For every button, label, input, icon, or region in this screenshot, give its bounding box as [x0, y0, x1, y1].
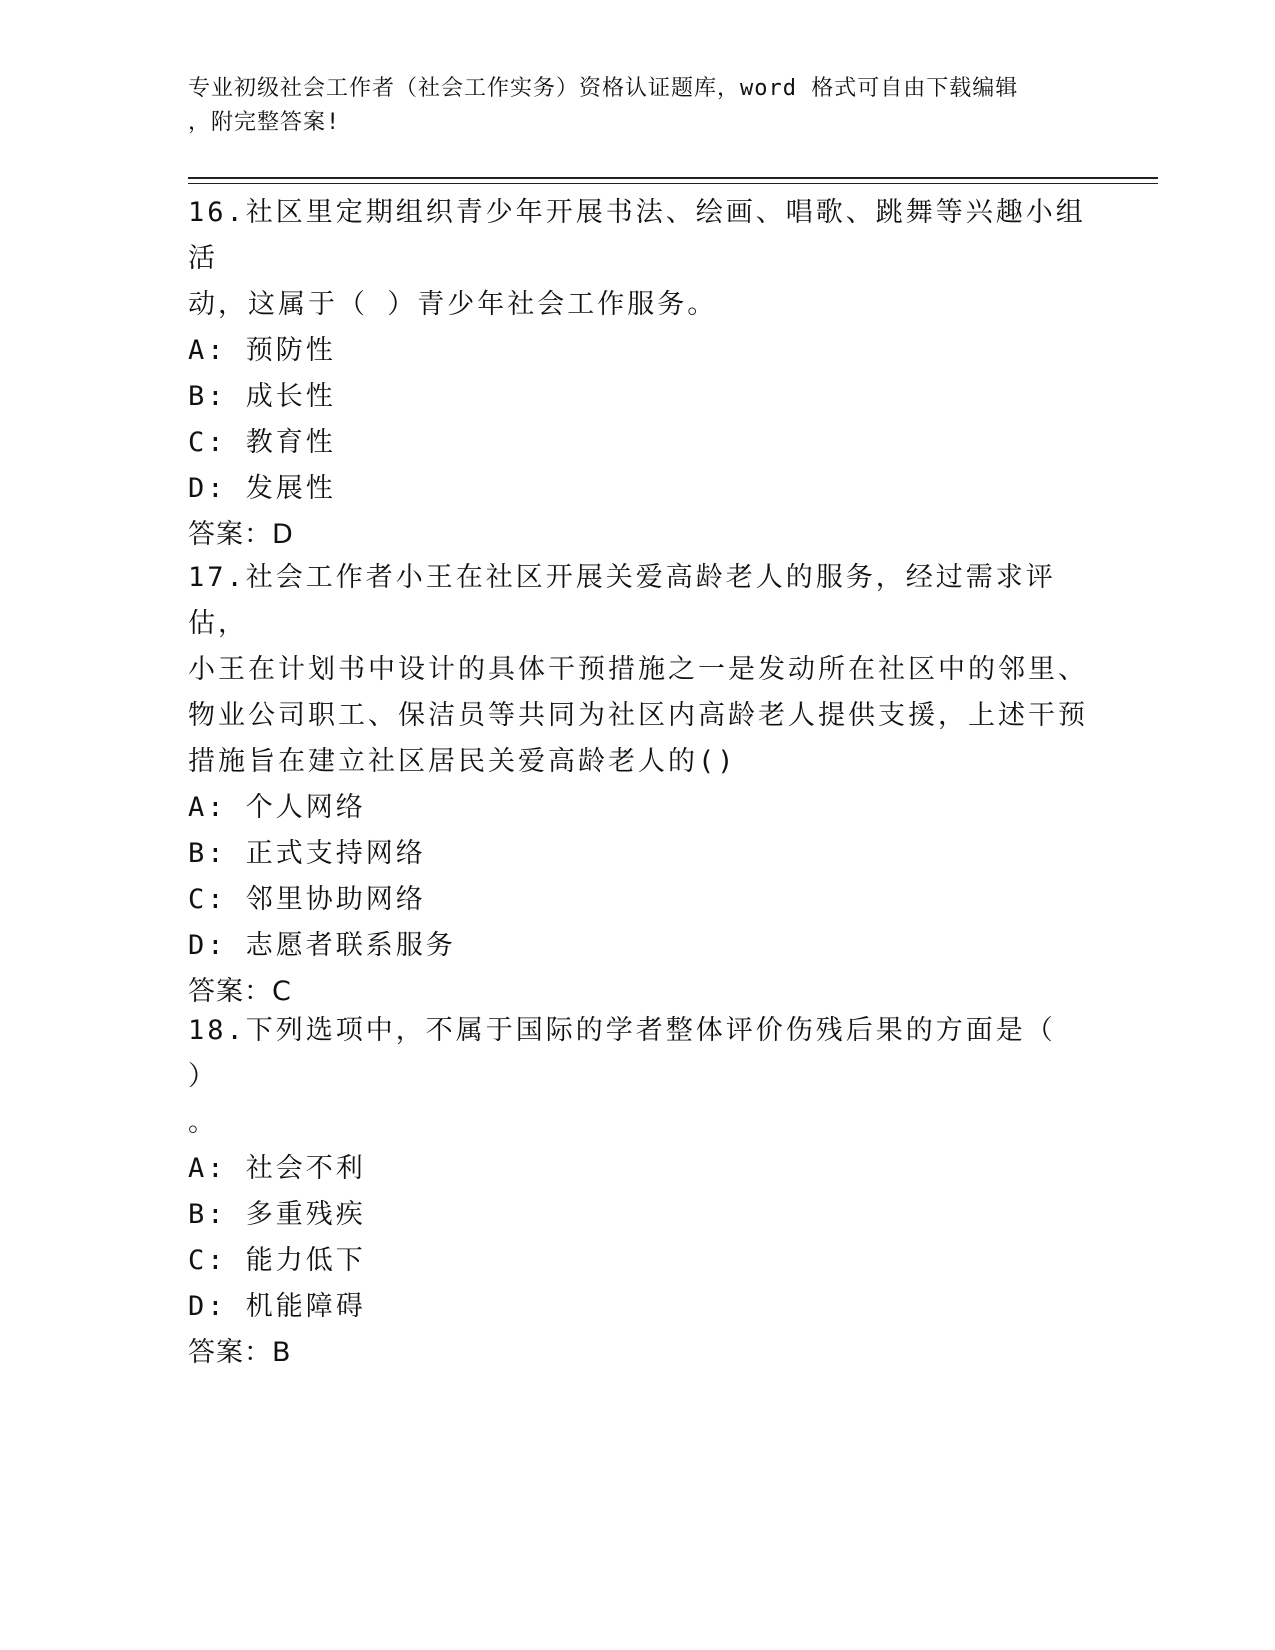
header-divider-thick: [188, 177, 1158, 179]
question-stem-line: 小王在计划书中设计的具体干预措施之一是发动所在社区中的邻里、: [188, 654, 1088, 685]
answer-line: 答案：C: [188, 976, 292, 1007]
option-a: A: 预防性: [188, 335, 336, 366]
header-line-1: 专业初级社会工作者（社会工作实务）资格认证题库，word 格式可自由下载编辑: [188, 76, 1019, 101]
question-stem-line: 物业公司职工、保洁员等共同为社区内高龄老人提供支援，上述干预: [188, 700, 1088, 731]
option-a: A: 个人网络: [188, 792, 366, 823]
option-b: B: 成长性: [188, 381, 336, 412]
question-17: [188, 555, 1088, 1015]
answer-line: 答案：B: [188, 1337, 292, 1368]
question-stem-line: 16.社区里定期组织青少年开展书法、绘画、唱歌、跳舞等兴趣小组活: [188, 197, 1086, 274]
option-b: B: 正式支持网络: [188, 838, 426, 869]
header-divider-thin: [188, 183, 1158, 184]
option-c: C: 能力低下: [188, 1245, 366, 1276]
answer-line: 答案：D: [188, 519, 294, 550]
question-stem-line: 动，这属于（ ）青少年社会工作服务。: [188, 289, 718, 320]
question-stem-line: 17.社会工作者小王在社区开展关爱高龄老人的服务，经过需求评估，: [188, 562, 1056, 639]
option-d: D: 发展性: [188, 473, 336, 504]
question-stem-line: 。: [188, 1107, 218, 1138]
question-stem-line: 措施旨在建立社区居民关爱高龄老人的(): [188, 746, 737, 777]
option-a: A: 社会不利: [188, 1153, 366, 1184]
document-header: [188, 72, 1088, 140]
header-line-2: ，附完整答案!: [188, 110, 341, 135]
option-c: C: 邻里协助网络: [188, 884, 426, 915]
option-c: C: 教育性: [188, 427, 336, 458]
question-16: [188, 190, 1088, 558]
option-d: D: 志愿者联系服务: [188, 930, 456, 961]
question-18: [188, 1008, 1088, 1376]
question-stem-line: 18.下列选项中，不属于国际的学者整体评价伤残后果的方面是（ ）: [188, 1015, 1056, 1092]
option-b: B: 多重残疾: [188, 1199, 366, 1230]
option-d: D: 机能障碍: [188, 1291, 366, 1322]
